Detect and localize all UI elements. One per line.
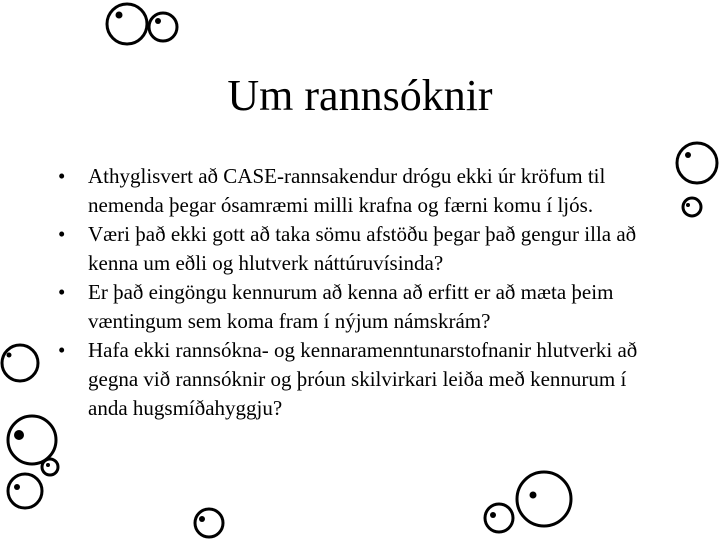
bubble-ring-icon	[42, 459, 58, 475]
bubble-ring-icon	[107, 4, 147, 44]
bullet-icon: •	[58, 280, 66, 304]
bubble-ring-icon	[149, 13, 177, 41]
bullet-text: Er það eingöngu kennurum að kenna að erfitt er að mæta þeim væntingum sem koma fram í nýjum námskrám?	[88, 280, 614, 333]
bubble-ring-icon	[517, 472, 571, 526]
bubble-ring-icon	[485, 504, 513, 532]
bullet-item	[58, 278, 658, 336]
bullet-icon: •	[58, 338, 66, 362]
bullet-text: Hafa ekki rannsókna- og kennaramenntunarstofnanir hlutverki að gegna við rannsóknir og þróun skilvirkari leiða með kennurum í anda hugsmíðahyggju?	[88, 338, 638, 420]
bullet-item	[58, 162, 658, 220]
bullet-text: Athyglisvert að CASE-rannsakendur drógu ekki úr kröfum til nemenda þegar ósamræmi milli krafna og færni komu í ljós.	[88, 164, 606, 217]
bullet-list	[58, 162, 658, 423]
bubble-ring-icon	[2, 345, 38, 381]
bullet-icon: •	[58, 222, 66, 246]
slide-title: Um rannsóknir	[227, 71, 493, 120]
bubble-ring-icon	[683, 198, 701, 216]
bubble-ring-icon	[677, 143, 717, 183]
bullet-item	[58, 336, 658, 423]
bubble-ring-icon	[8, 474, 42, 508]
bubble-ring-icon	[195, 509, 223, 537]
bubble-ring-icon	[8, 416, 56, 464]
bullet-text: Væri það ekki gott að taka sömu afstöðu þegar það gengur illa að kenna um eðli og hlutverk náttúruvísinda?	[88, 222, 637, 275]
bullet-icon: •	[58, 164, 66, 188]
bullet-item	[58, 220, 658, 278]
